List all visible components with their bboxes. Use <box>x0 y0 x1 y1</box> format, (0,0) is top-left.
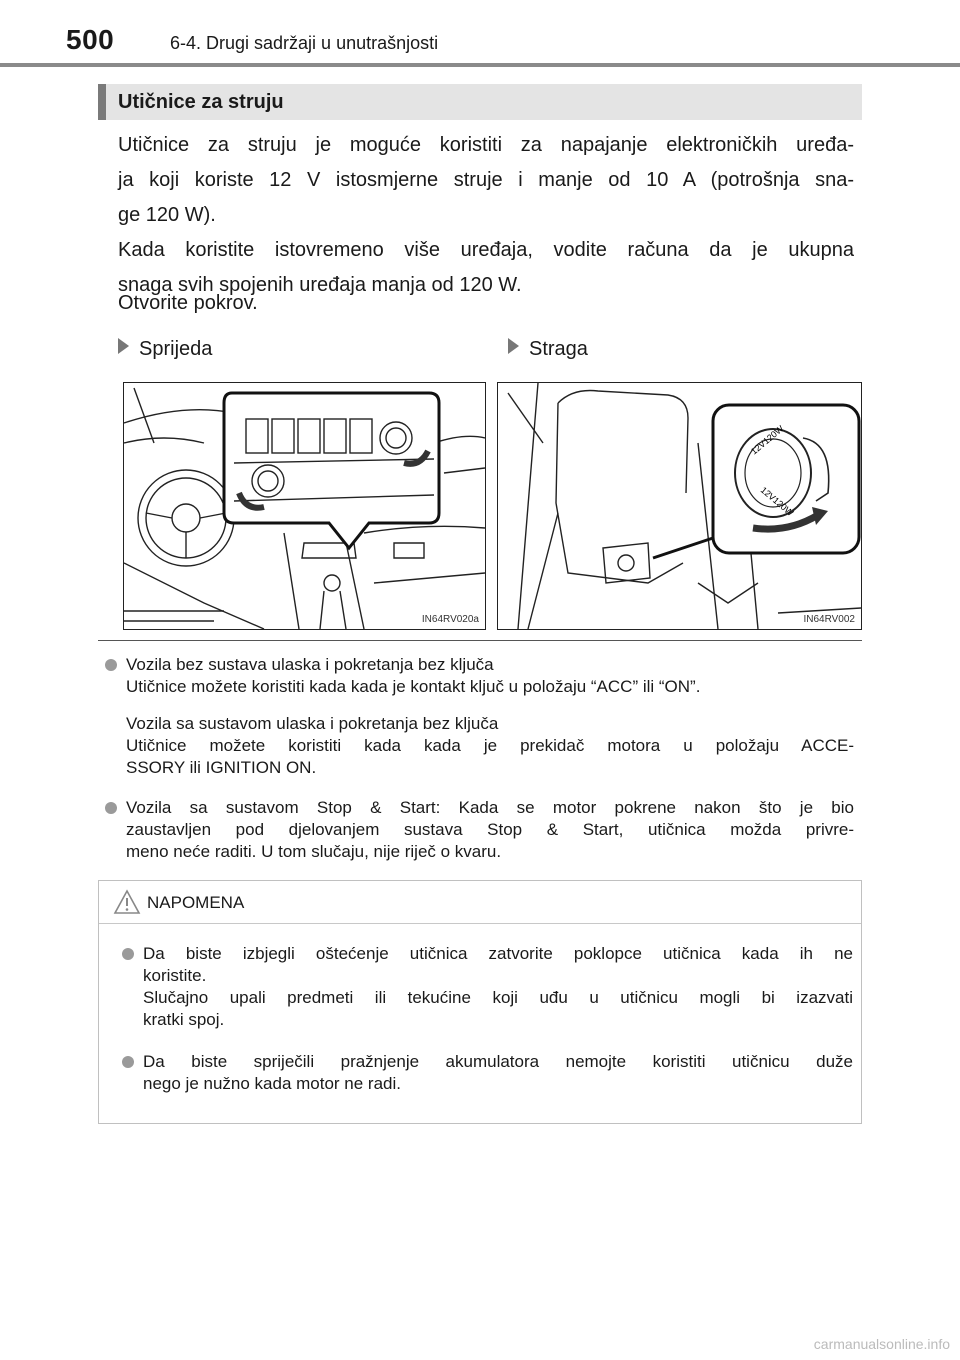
intro-line: ge 120 W). <box>118 204 216 226</box>
figure-rule <box>98 640 862 641</box>
bullet-line: zaustavljen pod djelovanjem sustava Stop & Start, utičnica možda privre- <box>126 820 854 839</box>
intro-line: Utičnice za struju je moguće koristiti za napajanje elektroničkih uređa- <box>118 134 854 156</box>
watermark: carmanualsonline.info <box>813 1336 950 1352</box>
section-title: Utičnice za struju <box>118 91 284 113</box>
bullet-line: Utičnice možete koristiti kada kada je prekidač motora u položaju ACCE- <box>126 736 854 755</box>
notice-line: koristite. <box>143 966 207 985</box>
bullet-dot-icon <box>105 659 117 671</box>
notice-line: kratki spoj. <box>143 1010 225 1029</box>
bullet-line: Vozila sa sustavom ulaska i pokretanja bez ključa <box>126 714 499 733</box>
notice-line: Da biste izbjegli oštećenje utičnica zatvorite poklopce utičnica kada ih ne <box>143 944 853 963</box>
front-label <box>118 338 212 361</box>
notice-title: NAPOMENA <box>147 893 245 912</box>
notice-box <box>98 880 862 1124</box>
bullet-line: meno neće raditi. U tom slučaju, nije riječ o kvaru. <box>126 842 502 861</box>
bullet-line: Vozila bez sustava ulaska i pokretanja bez ključa <box>126 655 494 674</box>
front-dashboard-illustration <box>124 383 485 629</box>
figure-code: IN64RV002 <box>803 614 855 625</box>
rear-figure <box>497 382 862 630</box>
header-rule <box>0 63 960 67</box>
section-heading-bar <box>98 84 862 120</box>
bullet-line: Utičnice možete koristiti kada kada je kontakt ključ u položaju “ACC” ili “ON”. <box>126 677 701 696</box>
intro-paragraph <box>118 128 854 303</box>
bullet-line: SSORY ili IGNITION ON. <box>126 758 317 777</box>
warning-icon <box>113 889 141 915</box>
open-cover-instruction: Otvorite pokrov. <box>118 292 258 314</box>
intro-line: snaga svih spojenih uređaja manja od 120 W. <box>118 274 522 296</box>
cap-text-bottom: 12V120W <box>758 484 796 518</box>
notice-item <box>143 943 853 1031</box>
bullet-item <box>126 654 854 698</box>
bullet-dot-icon <box>122 1056 134 1068</box>
chapter-title: 6-4. Drugi sadržaji u unutrašnjosti <box>170 33 439 53</box>
bullet-subitem <box>126 713 854 779</box>
front-label-text: Sprijeda <box>139 338 213 360</box>
triangle-bullet-icon <box>508 338 519 354</box>
intro-line: ja koji koriste 12 V istosmjerne struje i manje od 10 A (potrošnja sna- <box>118 169 854 191</box>
notice-line: Slučajno upali predmeti ili tekućine koji uđu u utičnicu mogli bi izazvati <box>143 988 853 1007</box>
front-figure <box>123 382 486 630</box>
notice-item <box>143 1051 853 1095</box>
notice-line: nego je nužno kada motor ne radi. <box>143 1074 402 1093</box>
page-number: 500 <box>66 24 115 55</box>
figure-code: IN64RV020a <box>421 614 479 625</box>
rear-label <box>508 338 588 361</box>
bullet-item <box>126 797 854 863</box>
rear-console-illustration <box>498 383 861 629</box>
notice-line: Da biste spriječili pražnjenje akumulatora nemojte koristiti utičnicu duže <box>143 1052 853 1071</box>
bullet-line: Vozila sa sustavom Stop & Start: Kada se motor pokrene nakon što je bio <box>126 798 854 817</box>
bullet-dot-icon <box>105 802 117 814</box>
bullet-dot-icon <box>122 948 134 960</box>
notice-header <box>99 881 861 924</box>
cap-text-top: 12V120W <box>748 423 786 457</box>
rear-label-text: Straga <box>529 338 588 360</box>
section-heading-marker <box>98 84 106 120</box>
triangle-bullet-icon <box>118 338 129 354</box>
intro-line: Kada koristite istovremeno više uređaja, vodite računa da je ukupna <box>118 239 854 261</box>
